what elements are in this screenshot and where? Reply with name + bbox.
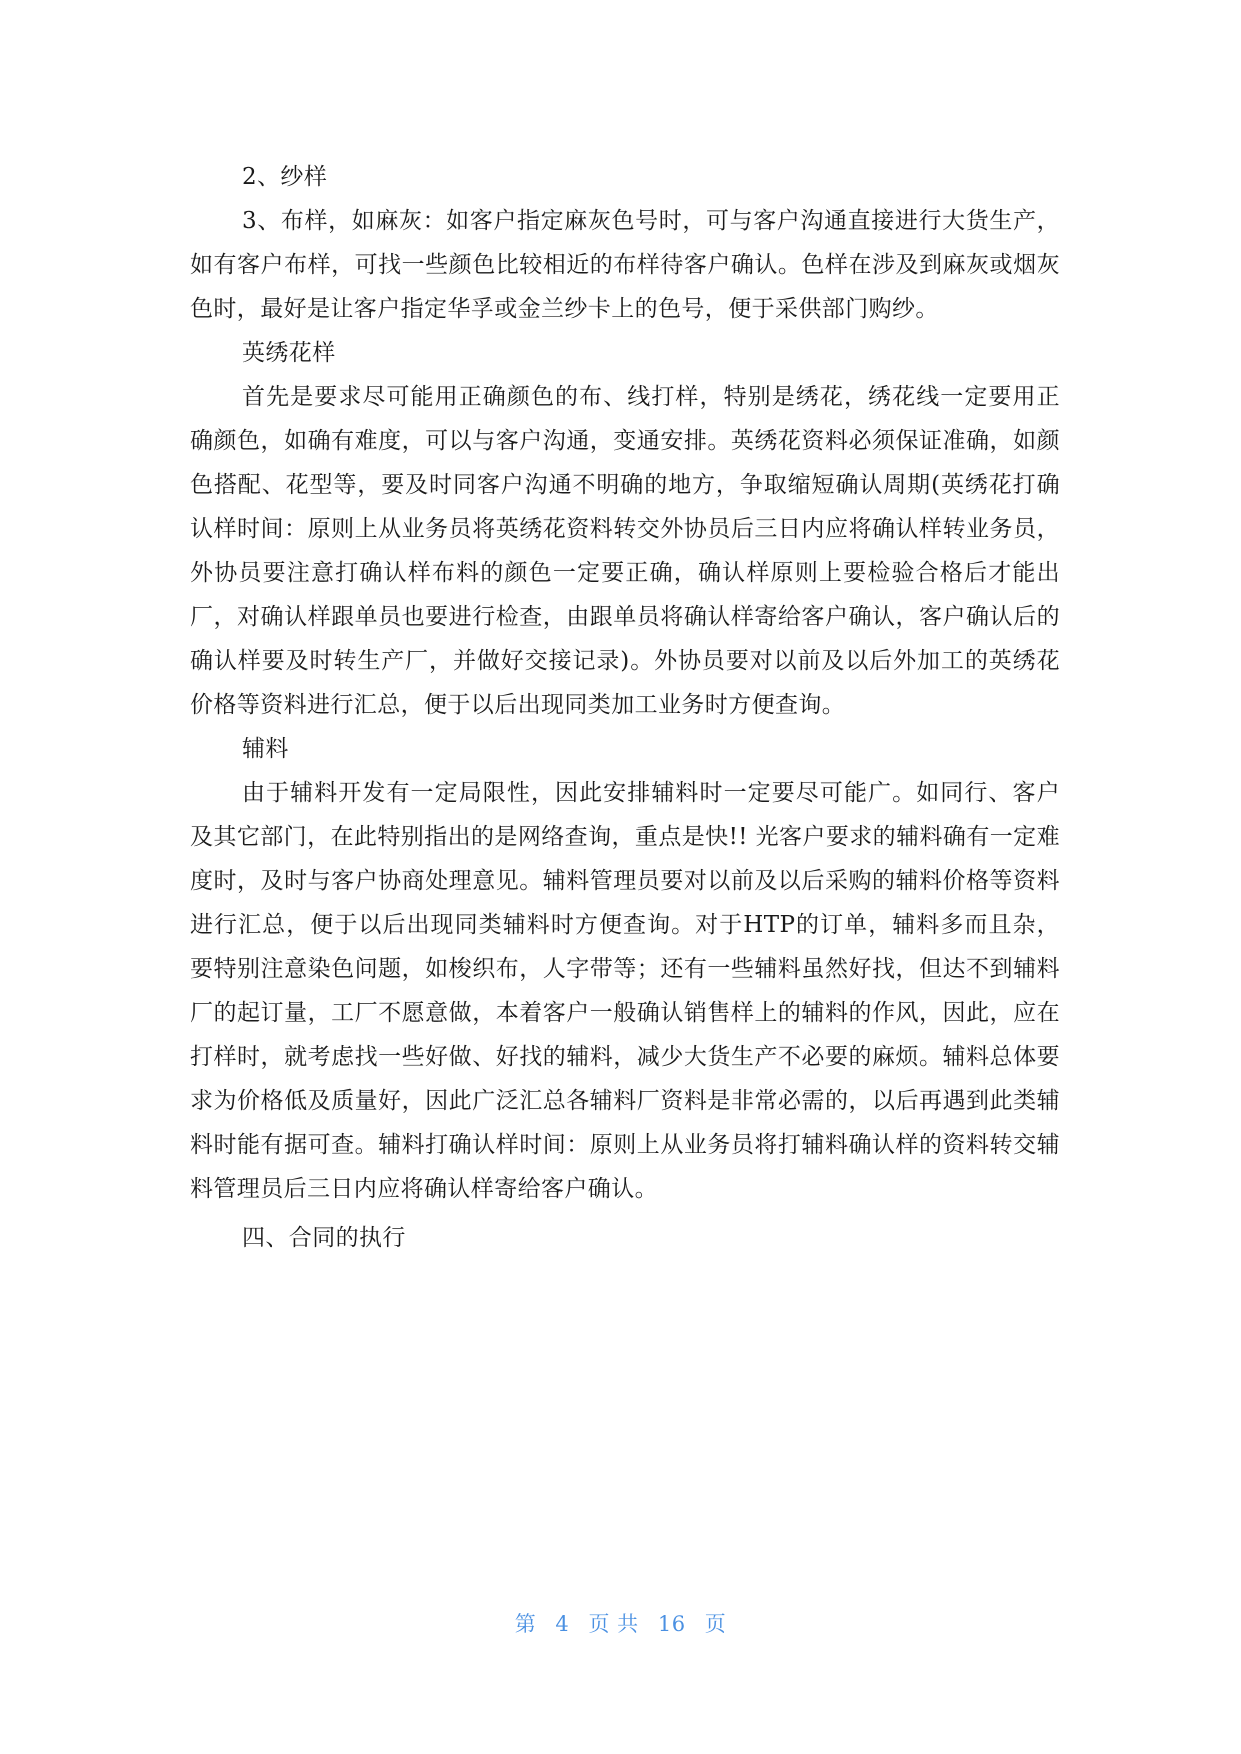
page-footer xyxy=(0,1608,1241,1638)
footer-middle: 页 共 xyxy=(588,1612,639,1636)
heading-contract-execution: 四、合同的执行 xyxy=(242,1225,406,1251)
footer-prefix: 第 xyxy=(514,1612,537,1636)
paragraph-embroidery: 首先是要求尽可能用正确颜色的布、线打样，特别是绣花，绣花线一定要用正确颜色，如确有难度，可以与客户沟通，变通安排。英绣花资料必须保证准确，如颜色搭配、花型等，要及时同客户沟通不明确的地方，争取缩短确认周期(英绣花打确认样时间：原则上从业务员将英绣花资料转交外协员后三日内应将确认样转业务员，外协员要注意打确认样布料的颜色一定要正确，确认样原则上要检验合格后才能出厂，对确认样跟单员也要进行检查，由跟单员将确认样寄给客户确认，客户确认后的确认样要及时转生产厂，并做好交接记录)。外协员要对以前及以后外加工的英绣花价格等资料进行汇总，便于以后出现同类加工业务时方便查询。 xyxy=(190,384,1060,718)
heading-accessories: 辅料 xyxy=(242,736,289,762)
document-body xyxy=(190,155,1060,1260)
footer-current-page: 4 xyxy=(555,1612,570,1636)
section-item-yarn-sample: 2、纱样 xyxy=(242,164,328,190)
footer-total-pages: 16 xyxy=(657,1612,686,1636)
footer-suffix: 页 xyxy=(704,1612,727,1636)
paragraph-accessories: 由于辅料开发有一定局限性，因此安排辅料时一定要尽可能广。如同行、客户及其它部门，在此特别指出的是网络查询，重点是快!! 光客户要求的辅料确有一定难度时，及时与客户协商处理意见。辅料管理员要对以前及以后采购的辅料价格等资料进行汇总，便于以后出现同类辅料时方便查询。对于HTP的订单，辅料多而且杂，要特别注意染色问题，如梭织布，人字带等；还有一些辅料虽然好找，但达不到辅料厂的起订量，工厂不愿意做，本着客户一般确认销售样上的辅料的作风，因此，应在打样时，就考虑找一些好做、好找的辅料，减少大货生产不必要的麻烦。辅料总体要求为价格低及质量好，因此广泛汇总各辅料厂资料是非常必需的，以后再遇到此类辅料时能有据可查。辅料打确认样时间：原则上从业务员将打辅料确认样的资料转交辅料管理员后三日内应将确认样寄给客户确认。 xyxy=(190,780,1060,1202)
section-item-fabric-sample: 3、布样，如麻灰：如客户指定麻灰色号时，可与客户沟通直接进行大货生产，如有客户布样，可找一些颜色比较相近的布样待客户确认。色样在涉及到麻灰或烟灰色时，最好是让客户指定华孚或金兰纱卡上的色号，便于采供部门购纱。 xyxy=(190,208,1060,322)
heading-embroidery-sample: 英绣花样 xyxy=(242,340,336,366)
